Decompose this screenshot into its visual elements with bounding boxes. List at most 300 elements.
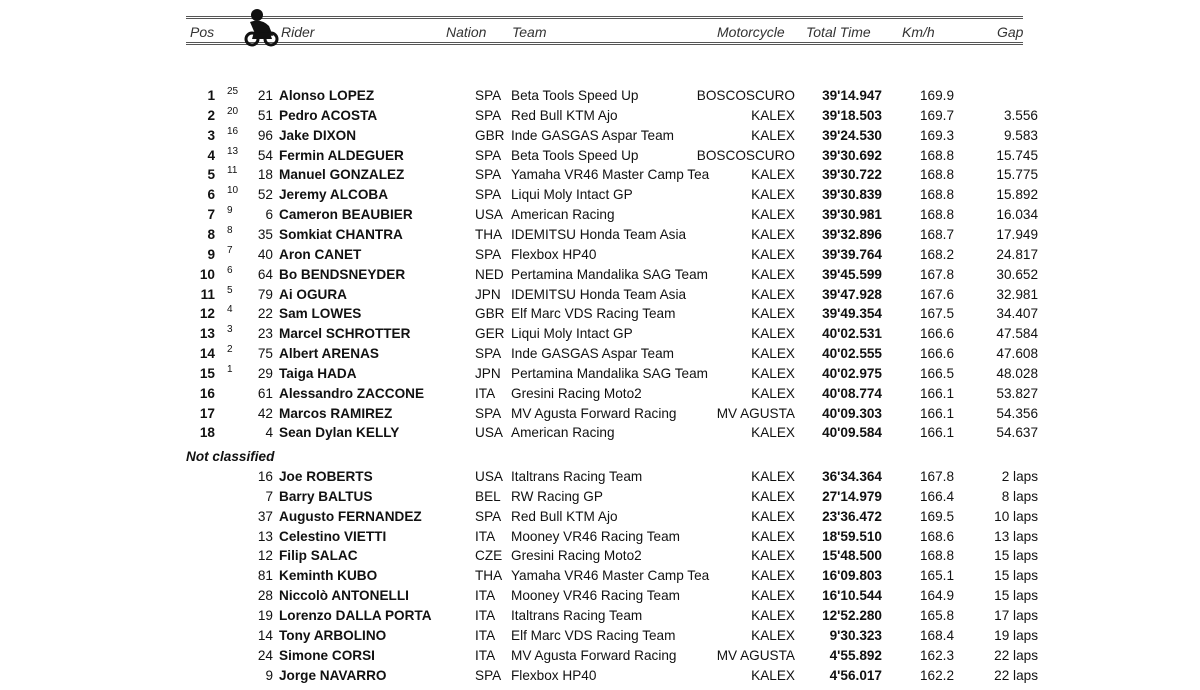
gap: 15.892 [996, 187, 1038, 203]
rider-name: Filip SALAC [279, 548, 358, 564]
rider-name: Bo BENDSNEYDER [279, 266, 406, 282]
rider-name: Alonso LOPEZ [279, 88, 375, 103]
nation: USA [475, 425, 503, 441]
speed-kmh: 166.1 [920, 405, 955, 421]
motorcycle: KALEX [751, 246, 795, 262]
gap: 32.981 [996, 286, 1038, 302]
gap: 15 laps [994, 588, 1038, 604]
speed-kmh: 167.8 [920, 266, 955, 282]
points: 10 [227, 185, 239, 197]
points: 11 [227, 165, 238, 177]
total-time: 4'56.017 [829, 667, 882, 683]
nation: SPA [475, 508, 502, 524]
gap: 30.652 [996, 266, 1038, 282]
gap: 10 laps [994, 508, 1038, 524]
team-name: Mooney VR46 Racing Team [511, 528, 681, 544]
nation: JPN [475, 286, 501, 302]
gap: 15.775 [996, 167, 1038, 183]
nation: ITA [475, 385, 496, 401]
motorcycle: KALEX [751, 425, 795, 441]
position: 12 [199, 306, 215, 322]
header-rule-top-2 [186, 18, 1023, 19]
nation: SPA [475, 107, 502, 123]
team-name: American Racing [511, 207, 615, 223]
rider-number: 21 [257, 88, 273, 103]
rider-number: 51 [257, 107, 273, 123]
nation: USA [475, 207, 503, 223]
team-name: Inde GASGAS Aspar Team [511, 346, 674, 362]
motorcycle: KALEX [751, 226, 795, 242]
nation: THA [475, 568, 503, 584]
header-pos: Pos [190, 24, 215, 40]
speed-kmh: 165.1 [920, 568, 955, 584]
gap: 53.827 [996, 385, 1038, 401]
motorcycle: KALEX [751, 667, 795, 683]
rider-name: Simone CORSI [279, 647, 375, 663]
rider-name: Jorge NAVARRO [279, 667, 387, 683]
not-classified-heading: Not classified [186, 449, 275, 464]
gap: 13 laps [994, 528, 1038, 544]
table-row [0, 126, 1200, 146]
points: 8 [227, 224, 233, 236]
gap: 3.556 [1003, 107, 1038, 123]
table-row [0, 245, 1200, 265]
speed-kmh: 169.9 [920, 88, 955, 103]
nation: THA [475, 226, 503, 242]
rider-name: Keminth KUBO [279, 568, 378, 584]
team-name: Flexbox HP40 [511, 667, 597, 683]
speed-kmh: 168.4 [920, 627, 955, 643]
gap: 54.637 [996, 425, 1038, 441]
position: 14 [199, 346, 215, 362]
position: 11 [200, 286, 215, 302]
rider-number: 61 [257, 385, 273, 401]
header-kmh: Km/h [902, 24, 935, 40]
team-name: RW Racing GP [511, 488, 603, 504]
speed-kmh: 162.3 [920, 647, 955, 663]
nation: SPA [475, 187, 502, 203]
speed-kmh: 168.8 [920, 187, 955, 203]
nation: SPA [475, 405, 502, 421]
speed-kmh: 168.6 [920, 528, 955, 544]
motorcycle: MV AGUSTA [716, 405, 795, 421]
points: 7 [227, 244, 233, 256]
header-rule-bottom-2 [186, 44, 1023, 45]
table-row [0, 285, 1200, 305]
rider-number: 23 [257, 326, 273, 342]
nation: ITA [475, 627, 496, 643]
team-name: Yamaha VR46 Master Camp Tea [511, 167, 710, 183]
rider-number: 35 [257, 226, 273, 242]
rider-name: Marcos RAMIREZ [279, 405, 393, 421]
table-row [0, 86, 1200, 106]
rider-name: Alessandro ZACCONE [279, 385, 425, 401]
total-time: 40'02.531 [822, 326, 882, 342]
speed-kmh: 166.6 [920, 346, 955, 362]
motorcycle: KALEX [751, 548, 795, 564]
motorcycle: KALEX [751, 266, 795, 282]
table-row [0, 265, 1200, 285]
team-name: Pertamina Mandalika SAG Team [511, 365, 708, 381]
gap: 24.817 [996, 246, 1038, 262]
rider-name: Augusto FERNANDEZ [279, 508, 422, 524]
nation: ITA [475, 528, 496, 544]
gap: 54.356 [996, 405, 1038, 421]
nation: CZE [475, 548, 503, 564]
header-gap: Gap [997, 24, 1024, 40]
table-row [0, 646, 1200, 666]
table-row [0, 606, 1200, 626]
position: 2 [207, 107, 215, 123]
speed-kmh: 167.6 [920, 286, 955, 302]
table-row [0, 106, 1200, 126]
total-time: 39'14.947 [822, 88, 882, 103]
motorcycle: BOSCOSCURO [696, 147, 795, 163]
team-name: Italtrans Racing Team [511, 469, 643, 484]
gap: 15 laps [994, 548, 1038, 564]
gap: 34.407 [996, 306, 1038, 322]
team-name: American Racing [511, 425, 615, 441]
gap: 8 laps [1001, 488, 1038, 504]
total-time: 40'02.555 [822, 346, 882, 362]
speed-kmh: 165.8 [920, 607, 955, 623]
table-row [0, 165, 1200, 185]
total-time: 9'30.323 [829, 627, 882, 643]
table-row [0, 546, 1200, 566]
gap: 22 laps [994, 667, 1038, 683]
total-time: 39'32.896 [822, 226, 882, 242]
speed-kmh: 168.8 [920, 147, 955, 163]
points: 3 [227, 324, 233, 336]
rider-number: 64 [257, 266, 273, 282]
speed-kmh: 168.8 [920, 207, 955, 223]
nation: SPA [475, 147, 502, 163]
total-time: 12'52.280 [822, 607, 882, 623]
team-name: Flexbox HP40 [511, 246, 597, 262]
rider-number: 19 [257, 607, 273, 623]
header-team: Team [512, 24, 547, 40]
table-row [0, 626, 1200, 646]
rider-number: 96 [257, 127, 273, 143]
nation: GER [475, 326, 505, 342]
total-time: 39'30.722 [822, 167, 882, 183]
motorcycle: KALEX [751, 187, 795, 203]
table-row [0, 487, 1200, 507]
total-time: 39'49.354 [822, 306, 882, 322]
header-total-time: Total Time [806, 24, 871, 40]
total-time: 16'10.544 [822, 588, 882, 604]
speed-kmh: 169.5 [920, 508, 955, 524]
total-time: 40'09.584 [822, 425, 882, 441]
points: 5 [227, 284, 233, 296]
speed-kmh: 168.8 [920, 167, 955, 183]
speed-kmh: 169.7 [920, 107, 955, 123]
speed-kmh: 168.7 [920, 226, 955, 242]
position: 13 [199, 326, 215, 342]
rider-number: 4 [265, 425, 273, 441]
rider-number: 7 [265, 488, 273, 504]
rider-number: 37 [257, 508, 273, 524]
team-name: Elf Marc VDS Racing Team [511, 306, 676, 322]
table-row [0, 423, 1200, 443]
total-time: 39'18.503 [822, 107, 882, 123]
team-name: Liqui Moly Intact GP [511, 187, 633, 203]
rider-number: 14 [257, 627, 273, 643]
total-time: 27'14.979 [822, 488, 882, 504]
speed-kmh: 164.9 [920, 588, 955, 604]
team-name: Gresini Racing Moto2 [511, 548, 642, 564]
table-row [0, 146, 1200, 166]
rider-name: Jake DIXON [279, 127, 357, 143]
gap: 47.608 [996, 346, 1038, 362]
team-name: Elf Marc VDS Racing Team [511, 627, 676, 643]
nation: GBR [475, 306, 505, 322]
table-row [0, 364, 1200, 384]
speed-kmh: 166.4 [920, 488, 955, 504]
position: 9 [207, 246, 215, 262]
rider-name: Celestino VIETTI [279, 528, 387, 544]
team-name: MV Agusta Forward Racing [511, 647, 677, 663]
motorcycle: KALEX [751, 306, 795, 322]
rider-number: 18 [257, 167, 273, 183]
motorcycle: KALEX [751, 469, 795, 484]
motorcycle: KALEX [751, 326, 795, 342]
team-name: Italtrans Racing Team [511, 607, 643, 623]
motorcycle: KALEX [751, 528, 795, 544]
position: 1 [207, 88, 215, 103]
motorcycle: MV AGUSTA [716, 647, 795, 663]
nation: SPA [475, 167, 502, 183]
rider-number: 6 [265, 207, 273, 223]
rider-name: Pedro ACOSTA [279, 107, 378, 123]
rider-number: 24 [257, 647, 273, 663]
total-time: 39'30.981 [822, 207, 882, 223]
rider-number: 12 [257, 548, 273, 564]
gap: 9.583 [1003, 127, 1038, 143]
position: 6 [207, 187, 215, 203]
rider-number: 28 [257, 588, 273, 604]
motorcycle: KALEX [751, 167, 795, 183]
position: 5 [207, 167, 215, 183]
rider-number: 9 [265, 667, 273, 683]
rider-name: Aron CANET [279, 246, 362, 262]
points: 2 [227, 344, 233, 356]
table-row [0, 527, 1200, 547]
gap: 15.745 [996, 147, 1038, 163]
nation: ITA [475, 607, 496, 623]
team-name: Liqui Moly Intact GP [511, 326, 633, 342]
motorcycle: KALEX [751, 488, 795, 504]
gap: 48.028 [996, 365, 1038, 381]
speed-kmh: 167.5 [920, 306, 955, 322]
total-time: 40'09.303 [822, 405, 882, 421]
nation: SPA [475, 88, 502, 103]
points: 25 [227, 86, 239, 97]
speed-kmh: 162.2 [920, 667, 955, 683]
total-time: 39'45.599 [822, 266, 882, 282]
header-nation: Nation [446, 24, 487, 40]
nation: JPN [475, 365, 501, 381]
motorcycle-rider-icon [242, 6, 280, 48]
header-rule-top [186, 16, 1023, 17]
nation: ITA [475, 588, 496, 604]
rider-number: 22 [257, 306, 273, 322]
rider-name: Albert ARENAS [279, 346, 379, 362]
rider-name: Tony ARBOLINO [279, 627, 387, 643]
team-name: IDEMITSU Honda Team Asia [511, 286, 687, 302]
table-row [0, 404, 1200, 424]
points: 20 [227, 105, 239, 117]
rider-name: Marcel SCHROTTER [279, 326, 411, 342]
nation: NED [475, 266, 504, 282]
motorcycle: KALEX [751, 107, 795, 123]
nation: SPA [475, 667, 502, 683]
table-row [0, 324, 1200, 344]
motorcycle: KALEX [751, 365, 795, 381]
position: 18 [199, 425, 215, 441]
rider-number: 13 [257, 528, 273, 544]
rider-number: 42 [257, 405, 273, 421]
table-row [0, 586, 1200, 606]
header-motorcycle: Motorcycle [717, 24, 785, 40]
total-time: 39'30.692 [822, 147, 882, 163]
table-row [0, 467, 1200, 487]
gap: 17 laps [994, 607, 1038, 623]
team-name: Red Bull KTM Ajo [511, 508, 618, 524]
gap: 17.949 [996, 226, 1038, 242]
total-time: 15'48.500 [822, 548, 882, 564]
position: 8 [207, 226, 215, 242]
rider-name: Niccolò ANTONELLI [279, 588, 409, 604]
table-row [0, 344, 1200, 364]
motorcycle: KALEX [751, 627, 795, 643]
rider-number: 29 [257, 365, 273, 381]
points: 9 [227, 205, 233, 217]
total-time: 18'59.510 [822, 528, 882, 544]
points: 4 [227, 304, 233, 316]
total-time: 39'30.839 [822, 187, 882, 203]
nation: GBR [475, 127, 505, 143]
motorcycle: KALEX [751, 346, 795, 362]
total-time: 16'09.803 [822, 568, 882, 584]
motorcycle: BOSCOSCURO [696, 88, 795, 103]
rider-name: Manuel GONZALEZ [279, 167, 405, 183]
rider-number: 79 [257, 286, 273, 302]
table-row [0, 507, 1200, 527]
total-time: 39'39.764 [822, 246, 882, 262]
nation: BEL [475, 488, 501, 504]
rider-name: Sam LOWES [279, 306, 362, 322]
points: 16 [227, 125, 239, 137]
rider-name: Taiga HADA [279, 365, 357, 381]
table-row [0, 304, 1200, 324]
total-time: 40'08.774 [822, 385, 882, 401]
points: 1 [227, 363, 233, 375]
total-time: 4'55.892 [829, 647, 882, 663]
total-time: 36'34.364 [822, 469, 882, 484]
speed-kmh: 168.2 [920, 246, 955, 262]
speed-kmh: 168.8 [920, 548, 955, 564]
motorcycle: KALEX [751, 588, 795, 604]
total-time: 39'47.928 [822, 286, 882, 302]
nation: ITA [475, 647, 496, 663]
motorcycle: KALEX [751, 508, 795, 524]
position: 4 [207, 147, 215, 163]
speed-kmh: 167.8 [920, 469, 955, 484]
rider-name: Sean Dylan KELLY [279, 425, 400, 441]
team-name: Pertamina Mandalika SAG Team [511, 266, 708, 282]
position: 16 [199, 385, 215, 401]
rider-name: Fermin ALDEGUER [279, 147, 404, 163]
table-row [0, 666, 1200, 686]
rider-name: Jeremy ALCOBA [279, 187, 389, 203]
motorcycle: KALEX [751, 286, 795, 302]
rider-number: 40 [257, 246, 273, 262]
nation: SPA [475, 246, 502, 262]
rider-number: 52 [257, 187, 273, 203]
team-name: Inde GASGAS Aspar Team [511, 127, 674, 143]
speed-kmh: 166.6 [920, 326, 955, 342]
rider-number: 75 [257, 346, 273, 362]
total-time: 40'02.975 [822, 365, 882, 381]
position: 7 [207, 207, 215, 223]
team-name: MV Agusta Forward Racing [511, 405, 677, 421]
motorcycle: KALEX [751, 568, 795, 584]
position: 17 [199, 405, 215, 421]
speed-kmh: 169.3 [920, 127, 955, 143]
points: 6 [227, 264, 233, 276]
rider-number: 16 [257, 469, 273, 484]
gap: 22 laps [994, 647, 1038, 663]
rider-number: 81 [257, 568, 273, 584]
header-rider: Rider [281, 24, 315, 40]
rider-name: Joe ROBERTS [279, 469, 373, 484]
nation: SPA [475, 346, 502, 362]
gap: 2 laps [1001, 469, 1038, 484]
team-name: IDEMITSU Honda Team Asia [511, 226, 687, 242]
gap: 47.584 [996, 326, 1038, 342]
rider-name: Ai OGURA [279, 286, 347, 302]
header-rule-bottom [186, 42, 1023, 43]
total-time: 23'36.472 [822, 508, 882, 524]
motorcycle: KALEX [751, 385, 795, 401]
rider-name: Barry BALTUS [279, 488, 373, 504]
team-name: Yamaha VR46 Master Camp Tea [511, 568, 710, 584]
speed-kmh: 166.1 [920, 425, 955, 441]
rider-name: Somkiat CHANTRA [279, 226, 403, 242]
table-row [0, 225, 1200, 245]
gap: 16.034 [996, 207, 1038, 223]
motorcycle: KALEX [751, 207, 795, 223]
points: 13 [227, 145, 239, 157]
rider-name: Lorenzo DALLA PORTA [279, 607, 432, 623]
motorcycle: KALEX [751, 127, 795, 143]
position: 10 [199, 266, 215, 282]
table-row [0, 185, 1200, 205]
team-name: Red Bull KTM Ajo [511, 107, 618, 123]
team-name: Mooney VR46 Racing Team [511, 588, 681, 604]
position: 15 [199, 365, 215, 381]
table-row [0, 205, 1200, 225]
gap: 19 laps [994, 627, 1038, 643]
table-row [0, 566, 1200, 586]
team-name: Beta Tools Speed Up [511, 88, 639, 103]
rider-name: Cameron BEAUBIER [279, 207, 413, 223]
motorcycle: KALEX [751, 607, 795, 623]
total-time: 39'24.530 [822, 127, 882, 143]
speed-kmh: 166.5 [920, 365, 955, 381]
team-name: Beta Tools Speed Up [511, 147, 639, 163]
